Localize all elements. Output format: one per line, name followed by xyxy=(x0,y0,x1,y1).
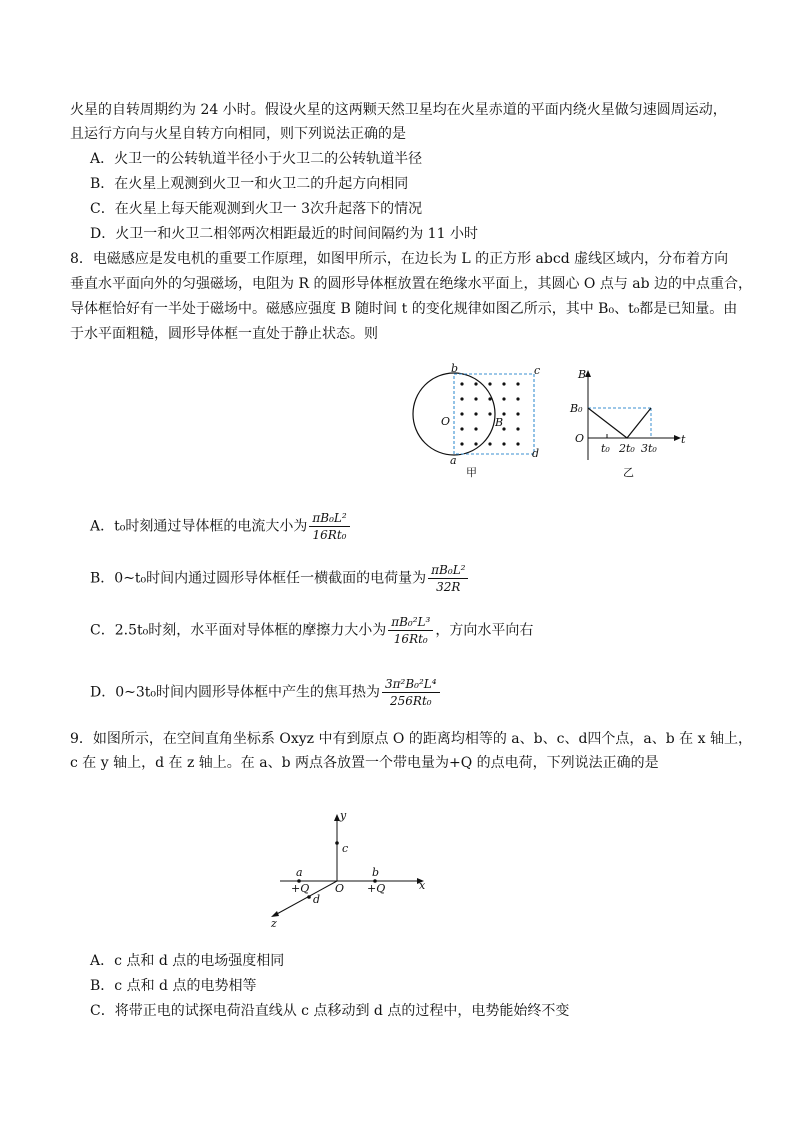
q8-option-b-text: B．0~t₀时间内通过圆形导体框任一横截面的电荷量为 xyxy=(90,570,427,587)
q8-option-d-text: D．0~3t₀时间内圆形导体框中产生的焦耳热为 xyxy=(90,684,381,701)
q8-option-c-text: C．2.5t₀时刻，水平面对导体框的摩擦力大小为 xyxy=(90,622,387,639)
q8-figure-yi xyxy=(565,366,695,482)
field-region-square xyxy=(454,374,534,454)
q7-option-b: B．在火星上观测到火卫一和火卫二的升起方向相同 xyxy=(90,176,409,192)
label-a: a xyxy=(450,454,457,467)
label-O: O xyxy=(335,882,345,895)
label-t0: t₀ xyxy=(601,442,610,455)
point-d xyxy=(307,895,311,899)
label-d: d xyxy=(313,893,321,906)
label-axis-t: t xyxy=(681,433,686,446)
label-b: b xyxy=(372,866,380,879)
q9-coordinate-figure xyxy=(265,808,435,930)
label-c: c xyxy=(342,842,349,855)
q8-option-b-fraction xyxy=(428,562,468,595)
q9-option-a: A．c 点和 d 点的电场强度相同 xyxy=(90,953,285,969)
point-c xyxy=(335,841,339,845)
fraction-numerator: πB₀²L³ xyxy=(388,614,433,631)
magnetic-field-dots xyxy=(460,382,519,445)
q9-option-b: B．c 点和 d 点的电势相等 xyxy=(90,978,257,994)
t-axis-arrow xyxy=(674,435,681,441)
q9-option-c: C．将带正电的试探电荷沿直线从 c 点移动到 d 点的过程中，电势能始终不变 xyxy=(90,1003,570,1019)
q8-option-c-suffix: ，方向水平向右 xyxy=(435,622,534,639)
q8-option-a xyxy=(90,510,352,543)
q8-text-line1: 8．电磁感应是发电机的重要工作原理，如图甲所示，在边长为 L 的正方形 abcd 虚线区域内，分布着方向 xyxy=(70,251,729,267)
label-z: z xyxy=(271,917,277,930)
q8-option-a-text: A．t₀时刻通过导体框的电流大小为 xyxy=(90,518,308,535)
q7-option-c: C．在火星上每天能观测到火卫一 3次升起落下的情况 xyxy=(90,201,423,217)
q7-option-a: A．火卫一的公转轨道半径小于火卫二的公转轨道半径 xyxy=(90,151,423,167)
label-origin-O: O xyxy=(575,432,585,445)
label-x: x xyxy=(419,879,426,892)
label-charge-a: +Q xyxy=(291,882,310,895)
label-B0: B₀ xyxy=(570,402,583,415)
q8-option-d-fraction xyxy=(382,676,440,709)
label-axis-B: B xyxy=(578,368,587,381)
q8-text-line2: 垂直水平面向外的匀强磁场，电阻为 R 的圆形导体框放置在绝缘水平面上，其圆心 O 点与 ab 边的中点重合， xyxy=(70,276,753,292)
label-2t0: 2t₀ xyxy=(619,442,635,455)
fraction-numerator: πB₀L² xyxy=(309,510,349,527)
q8-text-line3: 导体框恰好有一半处于磁场中。磁感应强度 B 随时间 t 的变化规律如图乙所示，其中 B₀、t₀都是已知量。由 xyxy=(70,301,738,317)
q8-option-a-fraction xyxy=(309,510,349,543)
label-center-O: O xyxy=(441,415,451,428)
fraction-denominator: 256Rt₀ xyxy=(390,694,432,708)
fraction-denominator: 16Rt₀ xyxy=(312,528,347,542)
figure-label-yi: 乙 xyxy=(623,466,634,479)
q8-figure-jia xyxy=(410,362,555,482)
label-d: d xyxy=(532,447,540,460)
q8-option-c xyxy=(90,614,533,647)
q7-text-line2: 且运行方向与火星自转方向相同，则下列说法正确的是 xyxy=(70,126,406,142)
fraction-denominator: 32R xyxy=(436,580,461,594)
label-b: b xyxy=(451,362,459,375)
fraction-denominator: 16Rt₀ xyxy=(393,632,428,646)
q8-option-d xyxy=(90,676,442,709)
label-3t0: 3t₀ xyxy=(641,442,657,455)
label-field-B: B xyxy=(495,416,504,429)
q9-text-line1: 9．如图所示，在空间直角坐标系 Oxyz 中有到原点 O 的距离均相等的 a、b、c、d四个点，a、b 在 x 轴上， xyxy=(70,731,752,747)
label-c: c xyxy=(534,364,541,377)
q8-text-line4: 于水平面粗糙，圆形导体框一直处于静止状态。则 xyxy=(70,326,378,342)
b-t-graph-line xyxy=(588,408,651,438)
label-y: y xyxy=(340,809,347,822)
q8-option-b xyxy=(90,562,470,595)
label-charge-b: +Q xyxy=(367,882,386,895)
fraction-numerator: 3π²B₀²L⁴ xyxy=(382,676,440,693)
q9-text-line2: c 在 y 轴上，d 在 z 轴上。在 a、b 两点各放置一个带电量为+Q 的点电荷，下列说法正确的是 xyxy=(70,755,659,771)
q8-option-c-fraction xyxy=(388,614,433,647)
q7-text-line1: 火星的自转周期约为 24 小时。假设火星的这两颗天然卫星均在火星赤道的平面内绕火星做匀速圆周运动， xyxy=(70,102,727,118)
q7-option-d: D．火卫一和火卫二相邻两次相距最近的时间间隔约为 11 小时 xyxy=(90,226,478,242)
label-a: a xyxy=(296,866,303,879)
figure-label-jia: 甲 xyxy=(466,466,477,479)
fraction-numerator: πB₀L² xyxy=(428,562,468,579)
